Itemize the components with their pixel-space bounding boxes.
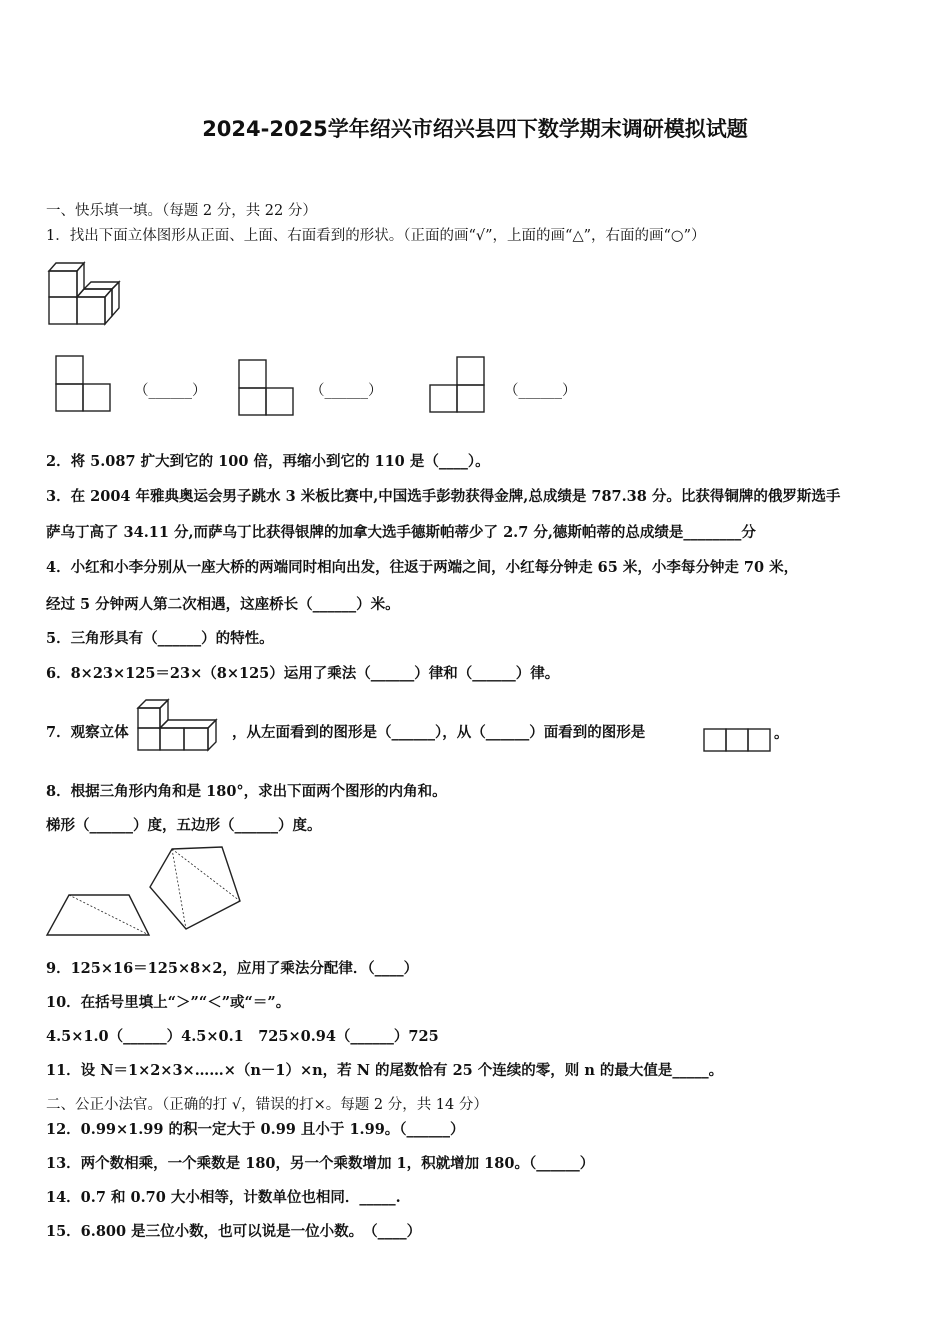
page-title: 2024-2025学年绍兴市绍兴县四下数学期末调研模拟试题: [202, 117, 748, 141]
question-7-suffix: 。: [774, 725, 789, 742]
question-3-line-2: 萨乌丁高了 34.11 分,而萨乌丁比获得银牌的加拿大选手德斯帕蒂少了 2.7 分,德斯帕蒂的总成绩是________分: [46, 524, 756, 541]
question-4-line-2: 经过 5 分钟两人第二次相遇，这座桥长（______）米。: [46, 596, 400, 613]
question-7-prefix: 7．观察立体: [46, 724, 129, 741]
question-1: 1．找出下面立体图形从正面、上面、右面看到的形状。（正面的画“√”，上面的画“△”，右面的画“○”）: [46, 228, 706, 244]
q1-solid-figure: [46, 258, 121, 328]
question-14: 14．0.7 和 0.70 大小相等，计数单位也相同．_____.: [46, 1189, 401, 1206]
q1-blank-1[interactable]: （______）: [134, 383, 207, 399]
question-7-text: ，从左面看到的图形是（______），从（______）面看到的图形是: [232, 724, 646, 741]
question-5: 5．三角形具有（______）的特性。: [46, 630, 274, 647]
question-13: 13．两个数相乘，一个乘数是 180，另一个乘数增加 1，积就增加 180。（______）: [46, 1155, 595, 1172]
q1-blank-2[interactable]: （______）: [310, 383, 383, 399]
question-11: 11．设 N＝1×2×3×……×（n－1）×n，若 N 的尾数恰有 25 个连续的零，则 n 的最大值是_____。: [46, 1062, 724, 1079]
question-15: 15．6.800 是三位小数，也可以说是一位小数。 （____）: [46, 1223, 422, 1240]
section1-heading: 一、快乐填一填。（每题 2 分，共 22 分）: [46, 203, 317, 219]
q1-view-option-3: [428, 355, 488, 415]
trapezoid-figure: [45, 893, 153, 939]
question-10: 10．在括号里填上“＞”“＜”或“＝”。: [46, 994, 291, 1011]
question-6: 6．8×23×125＝23×（8×125）运用了乘法（______）律和（______）律。: [46, 665, 560, 682]
question-12: 12．0.99×1.99 的积一定大于 0.99 且小于 1.99。（______）: [46, 1121, 465, 1138]
pentagon-figure: [148, 845, 244, 933]
section2-heading: 二、公正小法官。（正确的打 √，错误的打×。每题 2 分，共 14 分）: [46, 1097, 488, 1113]
question-2: 2．将 5.087 扩大到它的 100 倍，再缩小到它的 110 是（____）。: [46, 453, 490, 470]
q1-blank-3[interactable]: （______）: [504, 383, 577, 399]
question-8-line-1: 8．根据三角形内角和是 180°，求出下面两个图形的内角和。: [46, 783, 447, 800]
question-8-line-2: 梯形（______）度，五边形（______）度。: [46, 817, 322, 834]
question-9: 9．125×16＝125×8×2，应用了乘法分配律．（____）: [46, 960, 419, 977]
question-4-line-1: 4．小红和小李分别从一座大桥的两端同时相向出发，往返于两端之间，小红每分钟走 65 米，小李每分钟走 70 米，: [46, 559, 799, 576]
question-3-line-1: 3．在 2004 年雅典奥运会男子跳水 3 米板比赛中,中国选手彭勃获得金牌,总成绩是 787.38 分。比获得铜牌的俄罗斯选手: [46, 488, 841, 505]
q7-view-figure: [703, 728, 775, 754]
question-10-items: 4.5×1.0（______）4.5×0.1 725×0.94（______）725: [46, 1028, 439, 1045]
q1-view-option-1: [54, 354, 114, 414]
q1-view-option-2: [237, 358, 297, 418]
q7-solid-figure: [136, 694, 220, 754]
